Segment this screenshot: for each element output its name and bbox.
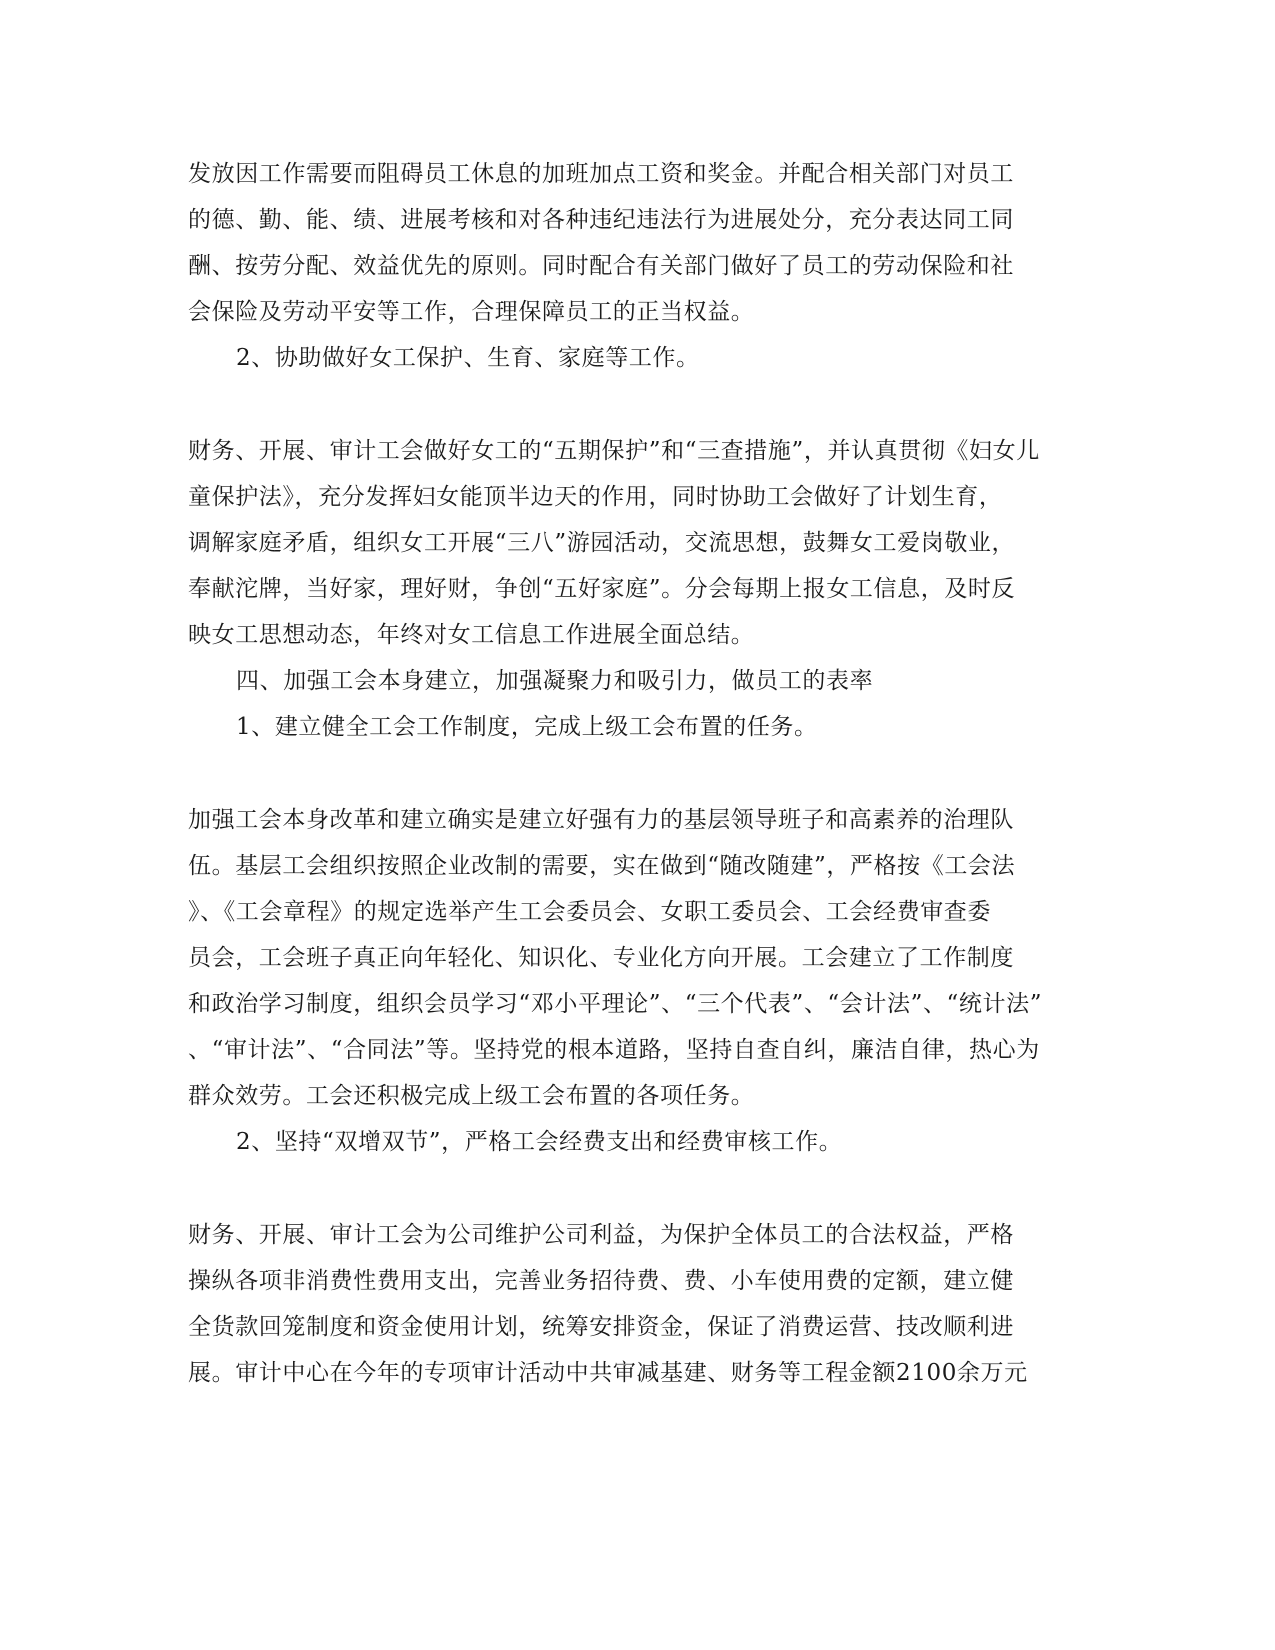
subheading-line: 2、协助做好女工保护、生育、家庭等工作。 <box>236 345 700 371</box>
body-text-line: 和政治学习制度，组织会员学习“邓小平理论”、“三个代表”、“会计法”、“统计法” <box>188 991 1043 1017</box>
body-text-line: 员会，工会班子真正向年轻化、知识化、专业化方向开展。工会建立了工作制度 <box>188 945 1014 971</box>
body-text-line: 映女工思想动态，年终对女工信息工作进展全面总结。 <box>188 622 755 648</box>
body-text-line: 会保险及劳动平安等工作，合理保障员工的正当权益。 <box>188 299 755 325</box>
body-text-line: 调解家庭矛盾，组织女工开展“三八”游园活动，交流思想，鼓舞女工爱岗敬业， <box>188 530 1016 556</box>
body-text-line: 发放因工作需要而阻碍员工休息的加班加点工资和奖金。并配合相关部门对员工 <box>188 161 1014 187</box>
subheading-line: 2、坚持“双增双节”，严格工会经费支出和经费审核工作。 <box>236 1129 843 1155</box>
body-text-line: 伍。基层工会组织按照企业改制的需要，实在做到“随改随建”，严格按《工会法 <box>188 853 1016 879</box>
body-text-line: 加强工会本身改革和建立确实是建立好强有力的基层领导班子和高素养的治理队 <box>188 807 1014 833</box>
body-text-line: 财务、开展、审计工会为公司维护公司利益，为保护全体员工的合法权益，严格 <box>188 1222 1014 1248</box>
body-text-line: 酬、按劳分配、效益优先的原则。同时配合有关部门做好了员工的劳动保险和社 <box>188 253 1014 279</box>
body-text-line: 童保护法》，充分发挥妇女能顶半边天的作用，同时协助工会做好了计划生育， <box>188 484 1003 510</box>
body-text-line: 群众效劳。工会还积极完成上级工会布置的各项任务。 <box>188 1083 755 1109</box>
section-heading-line: 四、加强工会本身建立，加强凝聚力和吸引力，做员工的表率 <box>236 668 874 694</box>
body-text-line: 财务、开展、审计工会做好女工的“五期保护”和“三查措施”，并认真贯彻《妇女儿 <box>188 438 1040 464</box>
body-text-line: 的德、勤、能、绩、进展考核和对各种违纪违法行为进展处分，充分表达同工同 <box>188 207 1014 233</box>
body-text-line: 奉献沱牌，当好家，理好财，争创“五好家庭”。分会每期上报女工信息，及时反 <box>188 576 1016 602</box>
body-text-line: 、“审计法”、“合同法”等。坚持党的根本道路，坚持自查自纠，廉洁自律，热心为 <box>188 1037 1040 1063</box>
body-text-line: 》、《工会章程》的规定选举产生工会委员会、女职工委员会、工会经费审查委 <box>188 899 991 925</box>
body-text-line: 操纵各项非消费性费用支出，完善业务招待费、费、小车使用费的定额，建立健 <box>188 1268 1014 1294</box>
body-text-line: 全货款回笼制度和资金使用计划，统筹安排资金，保证了消费运营、技改顺利进 <box>188 1314 1014 1340</box>
subheading-line: 1、建立健全工会工作制度，完成上级工会布置的任务。 <box>236 714 818 740</box>
body-text-line: 展。审计中心在今年的专项审计活动中共审减基建、财务等工程金额2100余万元 <box>188 1360 1028 1386</box>
